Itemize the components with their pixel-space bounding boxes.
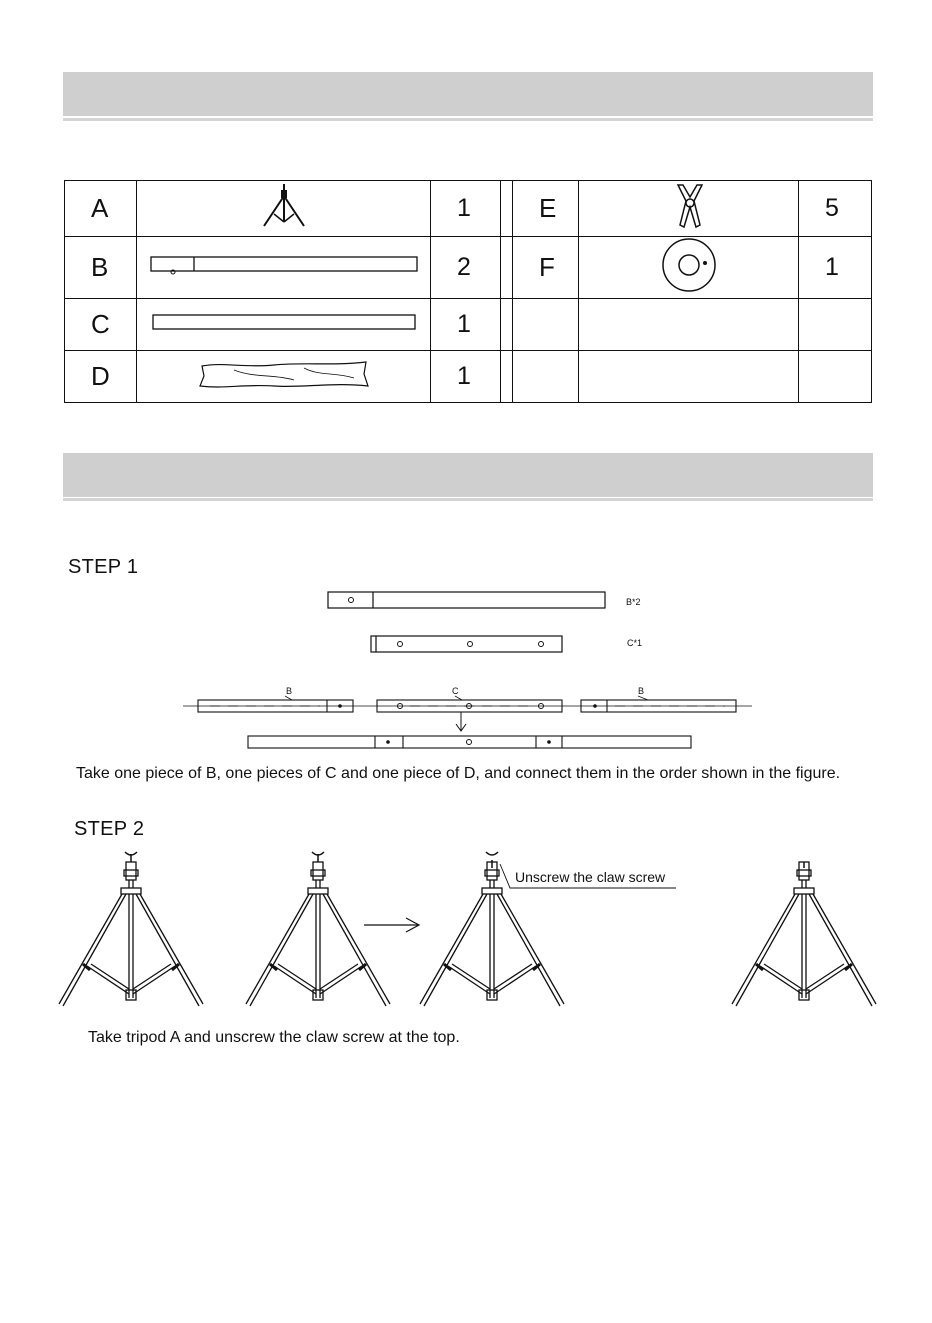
part-letter: D bbox=[65, 351, 137, 403]
step2-label: STEP 2 bbox=[74, 818, 145, 840]
diagram-label-b: B bbox=[286, 686, 293, 696]
step1-label: STEP 1 bbox=[68, 556, 139, 578]
part-letter: F bbox=[513, 237, 579, 299]
part-qty: 5 bbox=[799, 181, 872, 237]
part-qty: 1 bbox=[431, 351, 501, 403]
c-count-label: C*1 bbox=[627, 638, 643, 648]
b-count-label: B*2 bbox=[626, 597, 641, 607]
part-qty: 2 bbox=[431, 237, 501, 299]
part-qty: 1 bbox=[799, 237, 872, 299]
part-qty: 1 bbox=[431, 181, 501, 237]
part-qty: 1 bbox=[431, 299, 501, 351]
part-letter: A bbox=[65, 181, 137, 237]
part-letter: B bbox=[65, 237, 137, 299]
part-letter: C bbox=[65, 299, 137, 351]
part-letter: E bbox=[513, 181, 579, 237]
diagram-label-b: B bbox=[638, 686, 645, 696]
step1-caption: Take one piece of B, one pieces of C and one piece of D, and connect them in the order shown in the figure. bbox=[76, 765, 841, 782]
step2-caption: Take tripod A and unscrew the claw screw at the top. bbox=[88, 1029, 460, 1046]
diagram-label-c: C bbox=[452, 686, 459, 696]
claw-screw-callout: Unscrew the claw screw bbox=[515, 869, 666, 885]
